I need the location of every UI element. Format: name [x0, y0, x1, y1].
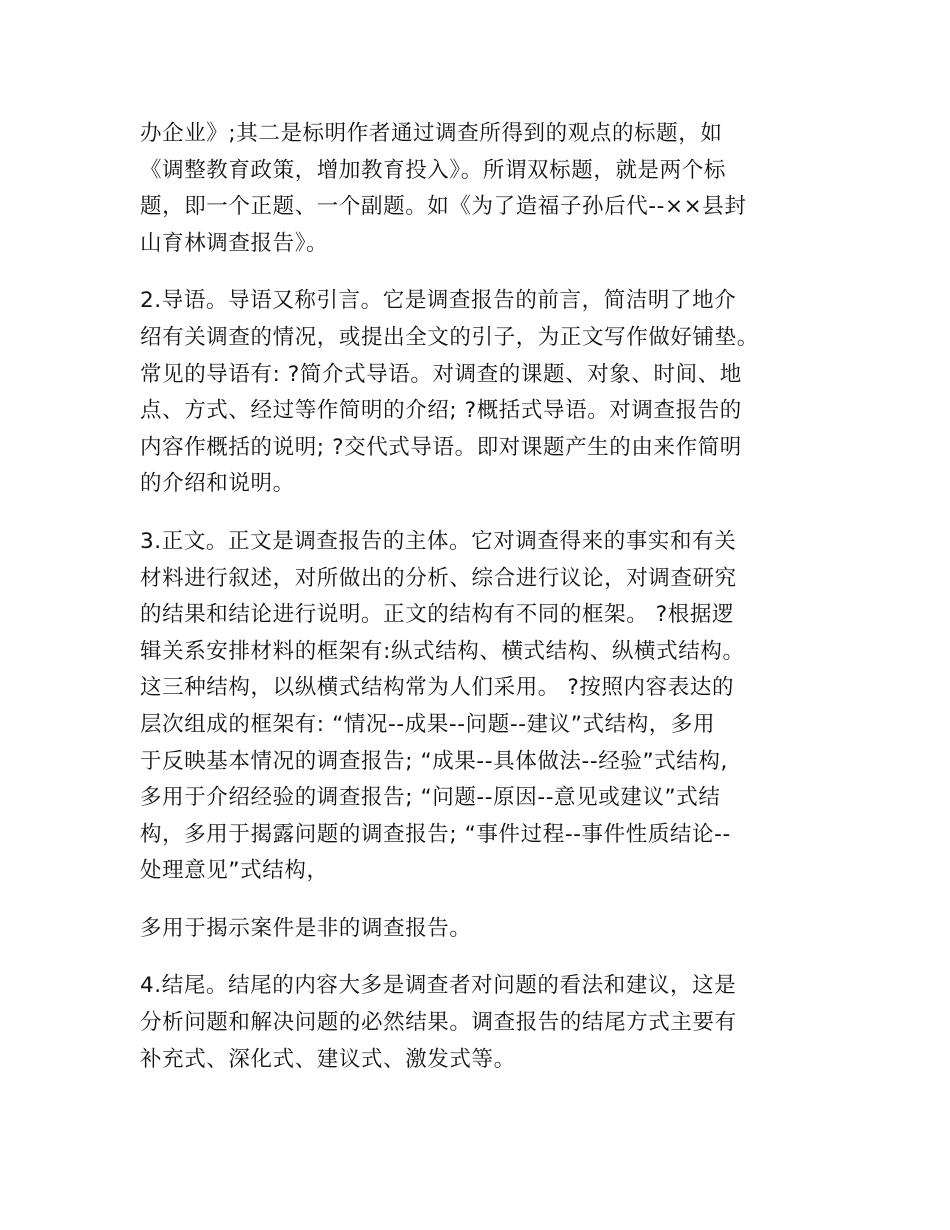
- paragraph-conclusion: [140, 968, 830, 1078]
- text-line: 的介绍和说明。: [140, 471, 295, 497]
- text-line: 常见的导语有: ?简介式导语。对调查的课题、对象、时间、地: [140, 361, 742, 387]
- document-page: [140, 116, 830, 1099]
- text-line: 分析问题和解决问题的必然结果。调查报告的结尾方式主要有: [140, 1010, 737, 1036]
- text-line: 的结果和结论进行说明。正文的结构有不同的框架。 ?根据逻: [140, 602, 735, 628]
- text-line: 多用于揭示案件是非的调查报告。: [140, 915, 472, 941]
- text-line: 于反映基本情况的调查报告; “成果--具体做法--经验”式结构,: [140, 748, 728, 774]
- text-line: 题，即一个正题、一个副题。如《为了造福子孙后代--××县封: [140, 194, 747, 220]
- text-line: 4.结尾。结尾的内容大多是调查者对问题的看法和建议，这是: [140, 973, 737, 999]
- text-line: 处理意见”式结构，: [140, 858, 329, 884]
- text-line: 多用于介绍经验的调查报告; “问题--原因--意见或建议”式结: [140, 785, 721, 811]
- text-line: 辑关系安排材料的框架有:纵式结构、横式结构、纵横式结构。: [140, 638, 745, 664]
- paragraph-introduction: [140, 283, 830, 503]
- text-line: 绍有关调查的情况，或提出全文的引子，为正文写作做好铺垫。: [140, 324, 759, 350]
- text-line: 山育林调查报告》。: [140, 230, 329, 256]
- text-line: 3.正文。正文是调查报告的主体。它对调查得来的事实和有关: [140, 528, 737, 554]
- text-line: 办企业》;其二是标明作者通过调查所得到的观点的标题，如: [140, 121, 723, 146]
- text-line: 2.导语。导语又称引言。它是调查报告的前言，简洁明了地介: [140, 288, 737, 314]
- text-line: 补充式、深化式、建议式、激发式等。: [140, 1046, 516, 1072]
- text-line: 点、方式、经过等作简明的介绍; ?概括式导语。对调查报告的: [140, 398, 742, 424]
- text-line: 《调整教育政策，增加教育投入》。所谓双标题，就是两个标: [140, 157, 726, 183]
- paragraph-body-continuation: [140, 911, 830, 948]
- text-line: 构，多用于揭露问题的调查报告; “事件过程--事件性质结论--: [140, 821, 731, 847]
- text-line: 这三种结构，以纵横式结构常为人们采用。 ?按照内容表达的: [140, 675, 735, 701]
- text-line: 材料进行叙述，对所做出的分析、综合进行议论，对调查研究: [140, 565, 737, 591]
- paragraph-title-examples: [140, 116, 830, 262]
- text-line: 层次组成的框架有: “情况--成果--问题--建议”式结构，多用: [140, 711, 716, 737]
- paragraph-body: [140, 524, 830, 890]
- text-line: 内容作概括的说明; ?交代式导语。即对课题产生的由来作简明: [140, 434, 742, 460]
